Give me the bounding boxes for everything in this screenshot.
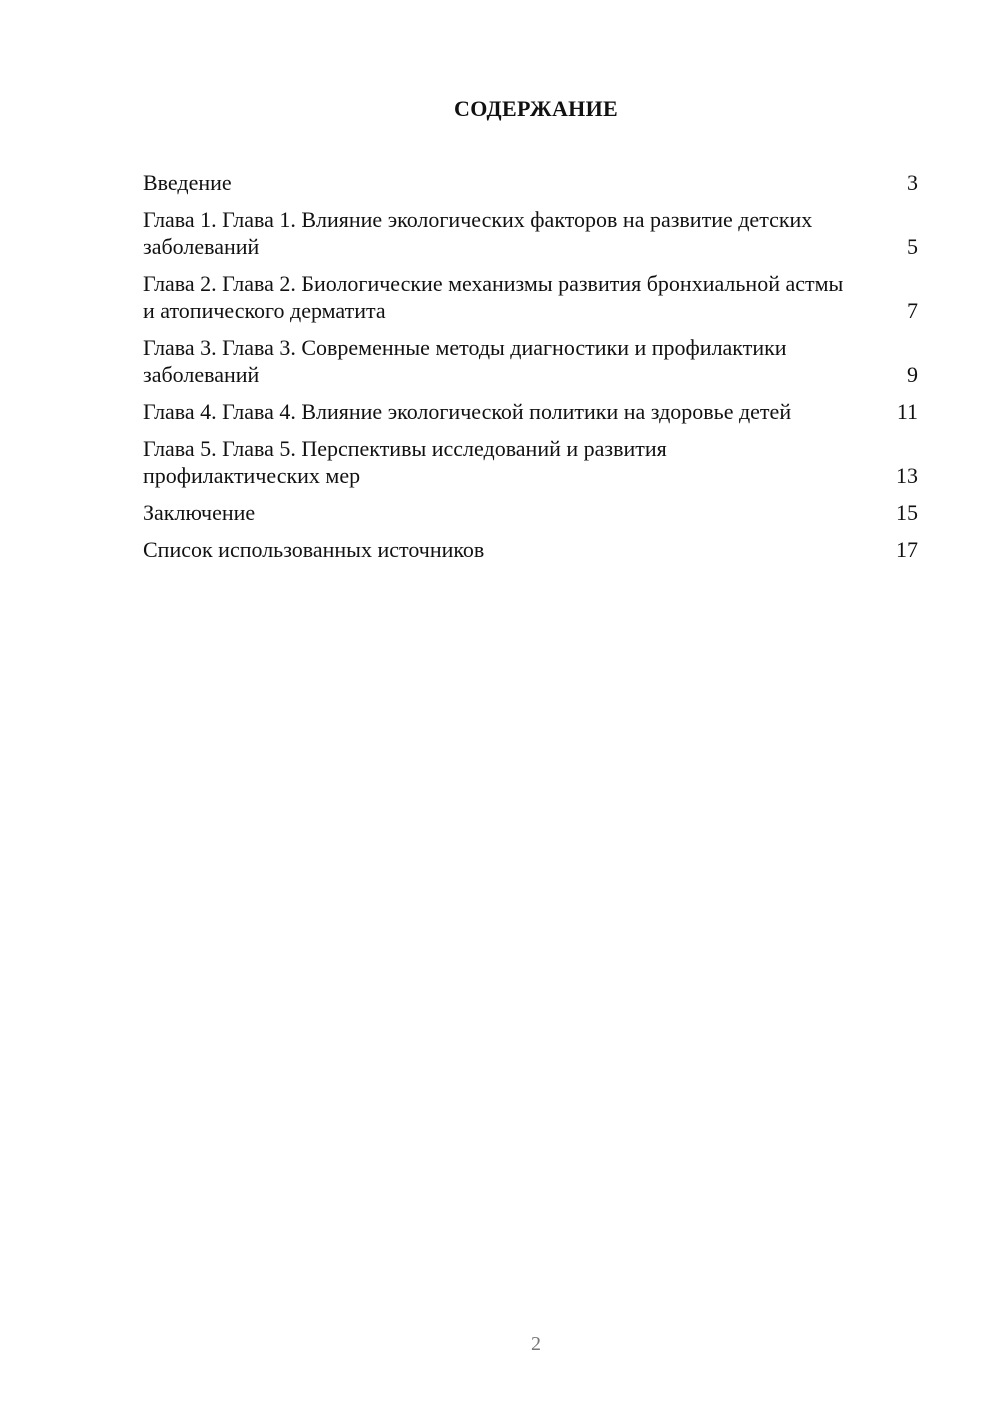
table-of-contents xyxy=(143,169,918,573)
toc-entry-title: Введение xyxy=(143,170,232,195)
toc-entry-page-number: 3 xyxy=(907,170,918,195)
toc-entry-chapter-3 xyxy=(143,334,918,388)
toc-entry-title: Заключение xyxy=(143,500,256,525)
toc-entry-page-number: 9 xyxy=(907,362,918,387)
toc-entry-chapter-4 xyxy=(143,398,918,425)
toc-entry-page-number: 7 xyxy=(907,298,918,323)
toc-entry-chapter-2 xyxy=(143,270,918,324)
toc-entry-page-number: 17 xyxy=(896,537,918,562)
toc-entry-introduction xyxy=(143,169,918,196)
toc-entry-page-number: 13 xyxy=(896,463,918,488)
toc-entry-references xyxy=(143,536,918,563)
page-number: 2 xyxy=(531,1333,541,1355)
toc-heading: СОДЕРЖАНИЕ xyxy=(454,96,618,121)
toc-entry-page-number: 11 xyxy=(896,399,918,424)
toc-entry-conclusion xyxy=(143,499,918,526)
toc-entry-title: Глава 5. Глава 5. Перспективы исследований и развития профилактических мер xyxy=(143,436,667,488)
toc-entry-title: Глава 1. Глава 1. Влияние экологических факторов на развитие детских заболеваний xyxy=(143,207,813,259)
toc-entry-chapter-1 xyxy=(143,206,918,260)
toc-entry-page-number: 5 xyxy=(907,234,918,259)
toc-entry-title: Список использованных источников xyxy=(143,537,485,562)
toc-entry-title: Глава 4. Глава 4. Влияние экологической политики на здоровье детей xyxy=(143,399,792,424)
toc-entry-title: Глава 2. Глава 2. Биологические механизмы развития бронхиальной астмы и атопического дерматита xyxy=(143,271,844,323)
toc-entry-chapter-5 xyxy=(143,435,918,489)
toc-entry-title: Глава 3. Глава 3. Современные методы диагностики и профилактики заболеваний xyxy=(143,335,787,387)
toc-entry-page-number: 15 xyxy=(896,500,918,525)
